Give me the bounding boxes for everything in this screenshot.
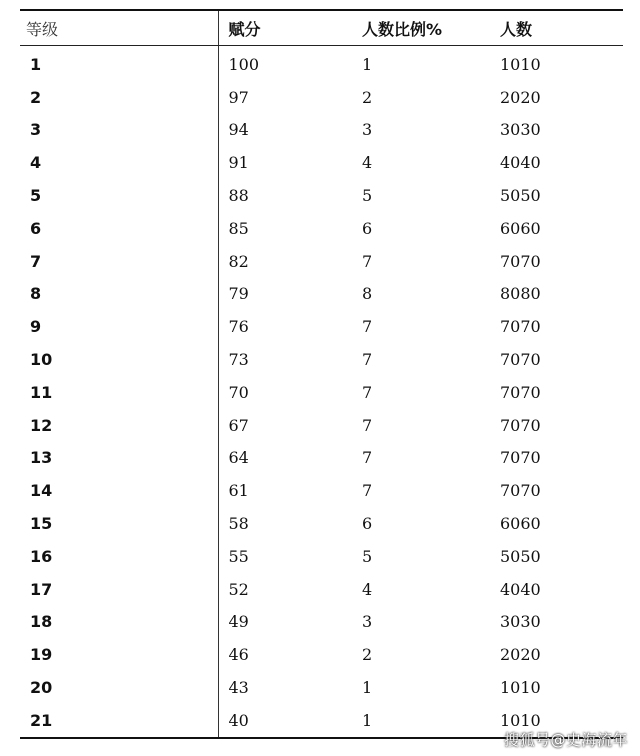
cell-count: 1010 <box>500 54 541 74</box>
header-count: 人数 <box>490 11 623 46</box>
table-row <box>20 638 623 671</box>
cell-ratio: 2 <box>362 645 373 665</box>
grade-score-table <box>20 11 623 737</box>
cell-count: 1010 <box>500 678 541 698</box>
cell-count: 2020 <box>500 87 541 107</box>
table-row <box>20 146 623 179</box>
cell-count: 7070 <box>500 415 541 435</box>
cell-score: 49 <box>218 606 352 639</box>
cell-ratio: 6 <box>362 218 373 238</box>
cell-count: 5050 <box>500 546 541 566</box>
table-row <box>20 81 623 114</box>
cell-grade: 9 <box>30 317 42 337</box>
cell-count: 7070 <box>500 317 541 337</box>
cell-grade: 16 <box>30 546 53 566</box>
cell-grade: 14 <box>30 481 53 501</box>
cell-ratio: 7 <box>362 251 373 271</box>
cell-score: 64 <box>218 442 352 475</box>
cell-count: 7070 <box>500 481 541 501</box>
cell-grade: 18 <box>30 612 53 632</box>
cell-ratio: 1 <box>362 710 373 730</box>
cell-grade: 12 <box>30 415 53 435</box>
cell-grade: 2 <box>30 87 42 107</box>
cell-score: 91 <box>218 146 352 179</box>
table-row <box>20 507 623 540</box>
table-row <box>20 409 623 442</box>
cell-score: 85 <box>218 212 352 245</box>
cell-count: 7070 <box>500 350 541 370</box>
cell-count: 8080 <box>500 284 541 304</box>
table-row <box>20 114 623 147</box>
cell-score: 55 <box>218 540 352 573</box>
cell-ratio: 7 <box>362 481 373 501</box>
cell-ratio: 2 <box>362 87 373 107</box>
cell-score: 97 <box>218 81 352 114</box>
table-row <box>20 343 623 376</box>
cell-count: 7070 <box>500 251 541 271</box>
cell-count: 7070 <box>500 448 541 468</box>
cell-ratio: 7 <box>362 415 373 435</box>
cell-ratio: 3 <box>362 120 373 140</box>
cell-ratio: 6 <box>362 514 373 534</box>
table-row <box>20 212 623 245</box>
cell-grade: 7 <box>30 251 42 271</box>
cell-score: 70 <box>218 376 352 409</box>
cell-grade: 17 <box>30 579 53 599</box>
header-ratio: 人数比例% <box>352 11 490 46</box>
cell-score: 40 <box>218 704 352 737</box>
cell-grade: 21 <box>30 710 53 730</box>
cell-grade: 11 <box>30 382 53 402</box>
cell-count: 1010 <box>500 710 541 730</box>
table-row <box>20 46 623 81</box>
table-row <box>20 179 623 212</box>
cell-score: 100 <box>218 46 352 81</box>
cell-ratio: 8 <box>362 284 373 304</box>
cell-ratio: 7 <box>362 350 373 370</box>
table-row <box>20 278 623 311</box>
cell-ratio: 4 <box>362 579 373 599</box>
cell-score: 82 <box>218 245 352 278</box>
cell-ratio: 3 <box>362 612 373 632</box>
cell-score: 76 <box>218 310 352 343</box>
cell-count: 3030 <box>500 612 541 632</box>
cell-grade: 15 <box>30 514 53 534</box>
cell-score: 67 <box>218 409 352 442</box>
cell-count: 2020 <box>500 645 541 665</box>
table-row <box>20 573 623 606</box>
cell-ratio: 1 <box>362 54 373 74</box>
cell-score: 79 <box>218 278 352 311</box>
cell-score: 73 <box>218 343 352 376</box>
cell-grade: 1 <box>30 54 42 74</box>
cell-score: 46 <box>218 638 352 671</box>
cell-ratio: 4 <box>362 153 373 173</box>
cell-grade: 19 <box>30 645 53 665</box>
cell-ratio: 7 <box>362 382 373 402</box>
cell-count: 4040 <box>500 153 541 173</box>
cell-count: 4040 <box>500 579 541 599</box>
watermark: 搜狐号@史海流年 <box>503 731 628 749</box>
header-row <box>20 11 623 46</box>
cell-grade: 13 <box>30 448 53 468</box>
cell-grade: 4 <box>30 153 42 173</box>
cell-grade: 10 <box>30 350 53 370</box>
cell-ratio: 1 <box>362 678 373 698</box>
cell-score: 52 <box>218 573 352 606</box>
cell-count: 5050 <box>500 186 541 206</box>
cell-count: 3030 <box>500 120 541 140</box>
table-row <box>20 606 623 639</box>
table-row <box>20 540 623 573</box>
cell-score: 61 <box>218 474 352 507</box>
cell-ratio: 7 <box>362 448 373 468</box>
cell-ratio: 5 <box>362 186 373 206</box>
cell-score: 94 <box>218 114 352 147</box>
cell-count: 6060 <box>500 514 541 534</box>
cell-grade: 6 <box>30 218 42 238</box>
cell-grade: 3 <box>30 120 42 140</box>
cell-count: 6060 <box>500 218 541 238</box>
table-row <box>20 474 623 507</box>
cell-grade: 20 <box>30 678 53 698</box>
header-grade: 等级 <box>20 11 218 46</box>
table-body <box>20 46 623 737</box>
table-row <box>20 671 623 704</box>
cell-score: 88 <box>218 179 352 212</box>
cell-grade: 8 <box>30 284 42 304</box>
header-score: 赋分 <box>218 11 352 46</box>
table-row <box>20 310 623 343</box>
cell-ratio: 5 <box>362 546 373 566</box>
table-row <box>20 245 623 278</box>
cell-count: 7070 <box>500 382 541 402</box>
cell-score: 58 <box>218 507 352 540</box>
score-table <box>20 9 623 739</box>
cell-score: 43 <box>218 671 352 704</box>
table-row <box>20 376 623 409</box>
cell-ratio: 7 <box>362 317 373 337</box>
cell-grade: 5 <box>30 186 42 206</box>
table-row <box>20 442 623 475</box>
